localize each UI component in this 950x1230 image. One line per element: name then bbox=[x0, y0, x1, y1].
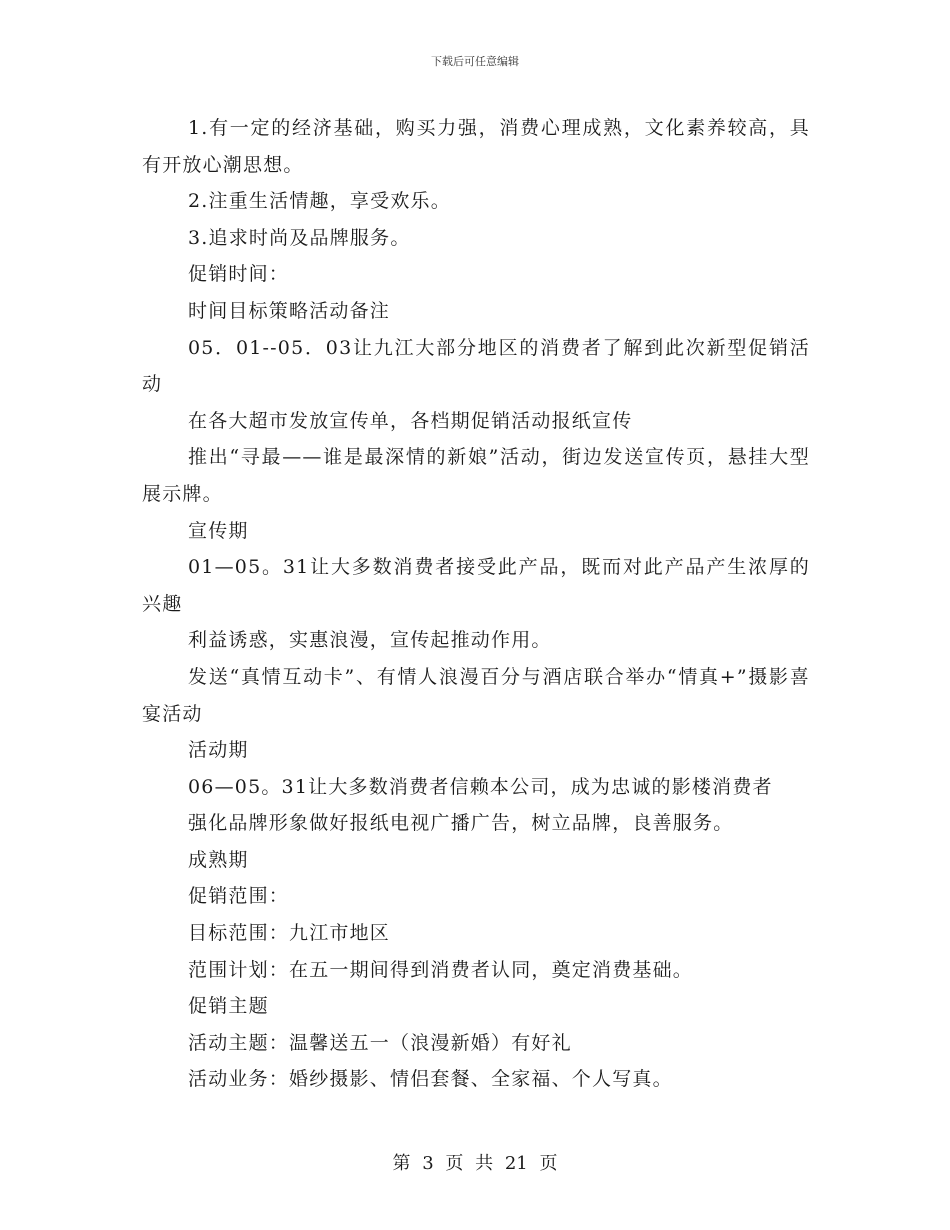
paragraph-phase3-note: 成熟期 bbox=[188, 848, 249, 871]
paragraph-phase1-note: 宣传期 bbox=[188, 519, 249, 542]
paragraph-phase1-goal: 05．01--05．03让九江大部分地区的消费者了解到此次新型促销活动 bbox=[142, 336, 810, 396]
paragraph-activity-services: 活动业务：婚纱摄影、情侣套餐、全家福、个人写真。 bbox=[188, 1068, 673, 1091]
paragraph-phase1-activity: 推出“寻最——谁是最深情的新娘”活动，街边发送宣传页，悬挂大型展示牌。 bbox=[142, 446, 810, 505]
paragraph-phase2-activity: 发送“真情互动卡”、有情人浪漫百分与酒店联合举办“情真+”摄影喜宴活动 bbox=[142, 665, 810, 725]
page-header-note: 下载后可任意编辑 bbox=[431, 55, 519, 68]
paragraph-consumer-traits-3: 3.追求时尚及品牌服务。 bbox=[188, 226, 411, 249]
paragraph-promo-scope-heading: 促销范围： bbox=[188, 885, 290, 908]
paragraph-scope-plan: 范围计划：在五一期间得到消费者认同，奠定消费基础。 bbox=[188, 958, 694, 981]
paragraph-promo-theme-heading: 促销主题 bbox=[188, 995, 269, 1018]
paragraph-phase3-strategy: 强化品牌形象做好报纸电视广播广告，树立品牌，良善服务。 bbox=[188, 812, 734, 835]
document-body bbox=[142, 110, 810, 1098]
paragraph-promo-time-heading: 促销时间： bbox=[188, 263, 290, 286]
paragraph-activity-theme: 活动主题：温馨送五一（浪漫新婚）有好礼 bbox=[188, 1031, 572, 1054]
paragraph-target-scope: 目标范围：九江市地区 bbox=[188, 922, 391, 945]
paragraph-consumer-traits-2: 2.注重生活情趣，享受欢乐。 bbox=[188, 190, 451, 213]
paragraph-phase2-goal: 01—05。31让大多数消费者接受此产品，既而对此产品产生浓厚的兴趣 bbox=[142, 556, 810, 615]
paragraph-phase3-goal: 06—05。31让大多数消费者信赖本公司，成为忠诚的影楼消费者 bbox=[188, 775, 773, 798]
paragraph-phase2-note: 活动期 bbox=[188, 739, 249, 762]
paragraph-table-columns: 时间目标策略活动备注 bbox=[188, 299, 391, 322]
paragraph-phase2-strategy: 利益诱惑，实惠浪漫，宣传起推动作用。 bbox=[188, 629, 552, 652]
paragraph-consumer-traits-1: 1.有一定的经济基础，购买力强，消费心理成熟，文化素养较高，具有开放心潮思想。 bbox=[142, 117, 810, 176]
paragraph-phase1-strategy: 在各大超市发放宣传单，各档期促销活动报纸宣传 bbox=[188, 409, 633, 432]
page-number: 第 3 页 共 21 页 bbox=[392, 1153, 558, 1174]
